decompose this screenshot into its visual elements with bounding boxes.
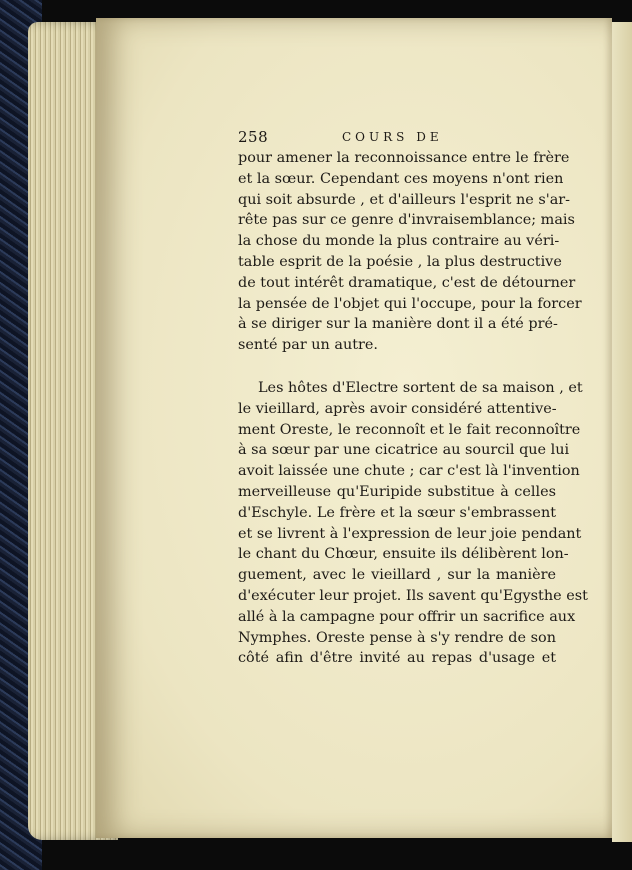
text-line: et se livrent à l'expression de leur joie pendant (238, 525, 582, 542)
facing-page-edge (612, 22, 632, 842)
text-line: pour amener la reconnoissance entre le frère (238, 150, 570, 166)
text-line: table esprit de la poésie , la plus destructive (238, 253, 562, 270)
text-line: ment Oreste, le reconnoît et le fait reconnoître (238, 421, 581, 438)
text-line: avoit laissée une chute ; car c'est là l'invention (238, 463, 580, 480)
text-line: la pensée de l'objet qui l'occupe, pour la forcer (238, 295, 582, 312)
text-line: d'Eschyle. Le frère et la sœur s'embrassent (238, 504, 556, 521)
text-line: rête pas sur ce genre d'invraisemblance; mais (238, 212, 575, 229)
text-line: d'exécuter leur projet. Ils savent qu'Egysthe est (238, 587, 588, 604)
paragraph-2 (238, 378, 588, 669)
text-line: le chant du Chœur, ensuite ils délibèrent lon- (238, 546, 569, 563)
text-line: qui soit absurde , et d'ailleurs l'esprit ne s'ar- (238, 191, 571, 208)
text-line: senté par un autre. (238, 337, 378, 354)
text-line: allé à la campagne pour offrir un sacrifice aux (238, 608, 576, 625)
text-line: guement, avec le vieillard , sur la manière (238, 567, 556, 584)
text-line: à sa sœur par une cicatrice au sourcil que lui (238, 442, 570, 459)
page-header (238, 128, 558, 148)
paragraph-1 (238, 148, 582, 356)
text-line: à se diriger sur la manière dont il a été pré- (238, 316, 558, 333)
text-line: et la sœur. Cependant ces moyens n'ont rien (238, 170, 564, 187)
running-title: COURS DE (342, 130, 443, 144)
text-line: le vieillard, après avoir considéré attentive- (238, 400, 557, 417)
text-line: côté afin d'être invité au repas d'usage et (238, 650, 556, 667)
text-line: de tout intérêt dramatique, c'est de détourner (238, 274, 576, 291)
text-line: la chose du monde la plus contraire au véri- (238, 233, 560, 250)
page-number: 258 (238, 128, 269, 146)
text-line: Les hôtes d'Electre sortent de sa maison , et (258, 379, 583, 396)
text-line: Nymphes. Oreste pense à s'y rendre de son (238, 629, 556, 646)
text-line: merveilleuse qu'Euripide substitue à celles (238, 483, 556, 500)
body-text (238, 148, 588, 669)
paragraph-gap (238, 356, 556, 378)
